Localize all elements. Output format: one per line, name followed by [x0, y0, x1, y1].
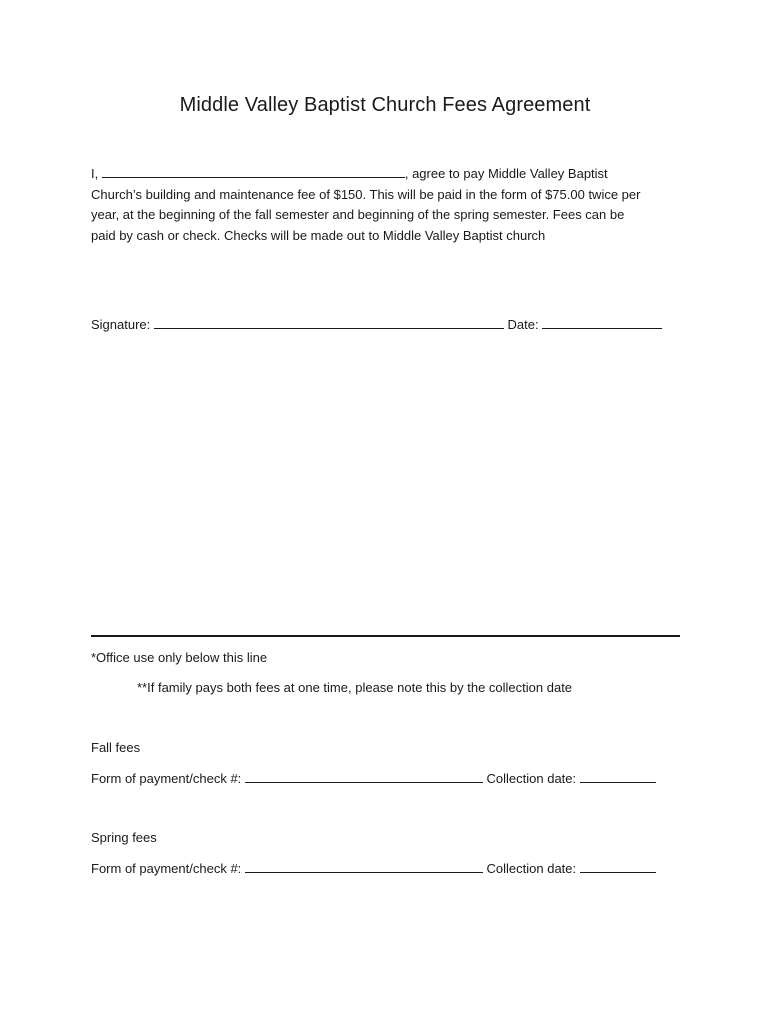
name-blank-field[interactable] — [102, 165, 405, 178]
agreement-prefix: I, — [91, 166, 102, 181]
spring-payment-row — [91, 860, 656, 876]
spring-fees-heading: Spring fees — [91, 830, 157, 845]
signature-row — [91, 316, 662, 332]
document-title: Middle Valley Baptist Church Fees Agreement — [179, 94, 591, 116]
agreement-paragraph — [91, 164, 691, 246]
signature-blank-field[interactable] — [154, 316, 504, 329]
date-blank-field[interactable] — [542, 316, 662, 329]
fall-payment-row — [91, 770, 656, 786]
fall-collection-date-field[interactable] — [580, 770, 656, 783]
fall-check-number-field[interactable] — [245, 770, 483, 783]
agreement-line-1 — [91, 164, 691, 185]
agreement-line-3: year, at the beginning of the fall semester and beginning of the spring semester. Fees can be — [91, 207, 625, 222]
fall-payment-label: Form of payment/check #: — [91, 771, 245, 786]
agreement-line-2: Church’s building and maintenance fee of $150. This will be paid in the form of $75.00 twice per — [91, 186, 641, 202]
spring-payment-label: Form of payment/check #: — [91, 861, 245, 876]
fall-collection-label: Collection date: — [482, 771, 580, 786]
date-label: Date: — [503, 317, 543, 332]
spring-collection-label: Collection date: — [482, 861, 580, 876]
agreement-line-4: paid by cash or check. Checks will be made out to Middle Valley Baptist church — [91, 227, 546, 243]
spring-collection-date-field[interactable] — [580, 860, 656, 873]
family-payment-note: **If family pays both fees at one time, please note this by the collection date — [137, 680, 573, 695]
signature-label: Signature: — [91, 317, 154, 332]
agreement-line-1-suffix: , agree to pay Middle Valley Baptist — [404, 166, 608, 181]
spring-check-number-field[interactable] — [245, 860, 483, 873]
fall-fees-heading: Fall fees — [91, 740, 141, 755]
office-use-note: *Office use only below this line — [91, 650, 268, 665]
office-divider-rule — [91, 635, 680, 637]
